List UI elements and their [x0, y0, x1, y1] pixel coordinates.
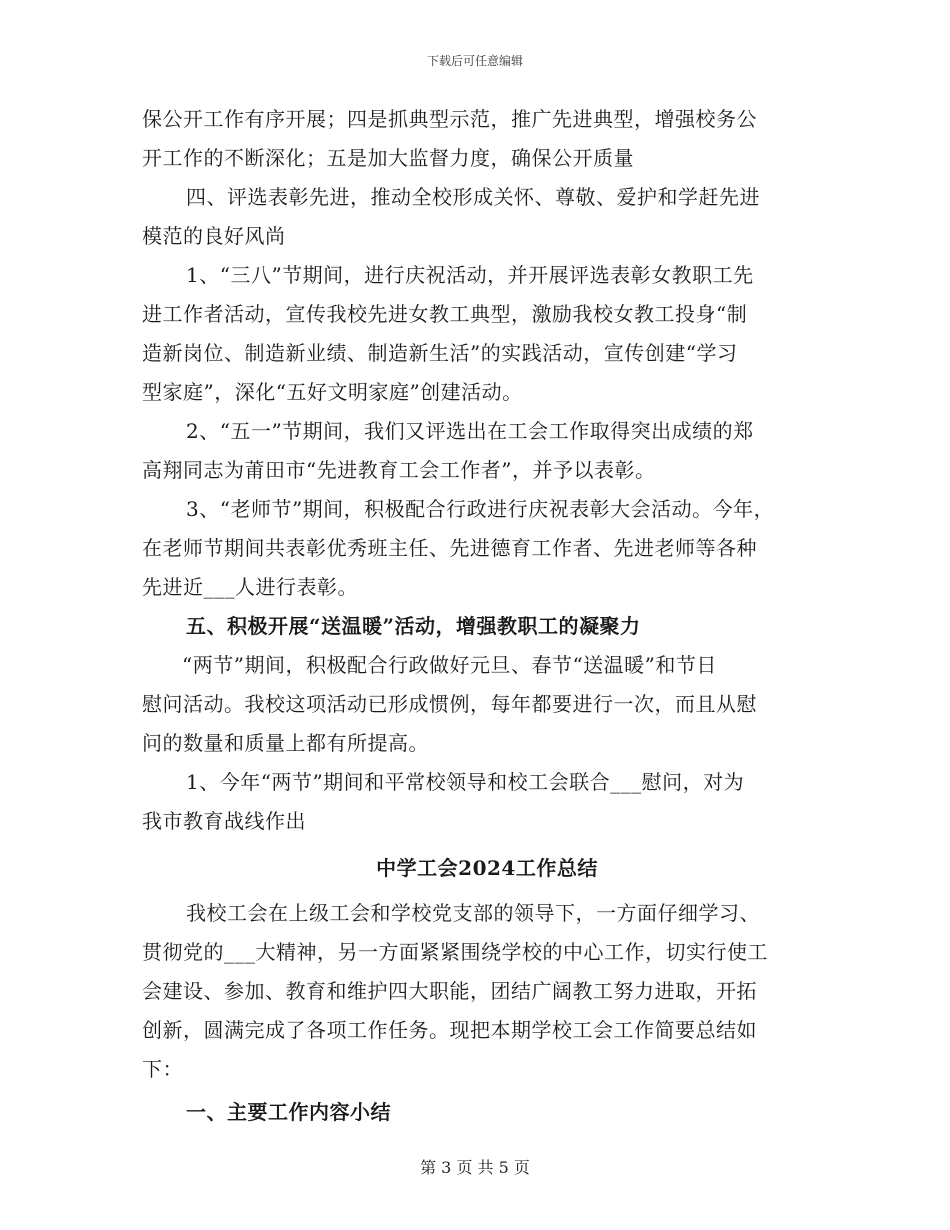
- document-body: [142, 100, 812, 1132]
- document-title: 中学工会2024工作总结: [376, 856, 598, 880]
- paragraph-line: 型家庭”，深化“五好文明家庭”创建活动。: [142, 380, 523, 404]
- paragraph-line: 模范的良好风尚: [142, 224, 286, 248]
- paragraph-line: 2、“五一”节期间，我们又评选出在工会工作取得突出成绩的郑: [186, 419, 754, 443]
- page-number: 第 3 页 共 5 页: [420, 1158, 530, 1177]
- section-heading-5: 五、积极开展“送温暖”活动，增强教职工的凝聚力: [186, 614, 641, 638]
- section-heading-4: 四、评选表彰先进，推动全校形成关怀、尊敬、爱护和学赶先进: [186, 185, 760, 209]
- paragraph-line: 会建设、参加、教育和维护四大职能，团结广阔教工努力进取，开拓: [142, 979, 757, 1003]
- paragraph-line: 1、今年“两节”期间和平常校领导和校工会联合___慰问，对为: [186, 770, 745, 794]
- paragraph-line: 问的数量和质量上都有所提高。: [142, 731, 429, 755]
- paragraph-line: 在老师节期间共表彰优秀班主任、先进德育工作者、先进老师等各种: [142, 536, 757, 560]
- paragraph-line: 开工作的不断深化；五是加大监督力度，确保公开质量: [142, 146, 634, 170]
- paragraph-line: 3、“老师节”期间，积极配合行政进行庆祝表彰大会活动。今年，: [186, 497, 775, 521]
- paragraph-line: 我市教育战线作出: [142, 809, 306, 833]
- download-note: 下载后可任意编辑: [426, 54, 523, 68]
- paragraph-line: “两节”期间，积极配合行政做好元旦、春节“送温暖”和节日: [182, 653, 717, 677]
- paragraph-line: 1、“三八”节期间，进行庆祝活动，并开展评选表彰女教职工先: [186, 263, 754, 287]
- paragraph-line: 进工作者活动，宣传我校先进女教工典型，激励我校女教工投身“制: [142, 302, 748, 326]
- paragraph-line: 先进近___人进行表彰。: [142, 575, 358, 599]
- section-heading-1: 一、主要工作内容小结: [186, 1100, 391, 1124]
- paragraph-line: 保公开工作有序开展；四是抓典型示范，推广先进典型，增强校务公: [142, 107, 757, 131]
- paragraph-line: 造新岗位、制造新业绩、制造新生活”的实践活动，宣传创建“学习: [142, 341, 738, 365]
- paragraph-line: 慰问活动。我校这项活动已形成惯例，每年都要进行一次，而且从慰: [142, 692, 757, 716]
- paragraph-line: 高翔同志为莆田市“先进教育工会工作者”，并予以表彰。: [142, 458, 656, 482]
- paragraph-line: 我校工会在上级工会和学校党支部的领导下，一方面仔细学习、: [186, 901, 760, 925]
- paragraph-line: 贯彻党的___大精神，另一方面紧紧围绕学校的中心工作，切实行使工: [142, 940, 768, 964]
- paragraph-line: 创新，圆满完成了各项工作任务。现把本期学校工会工作简要总结如: [142, 1018, 757, 1042]
- paragraph-line: 下：: [142, 1057, 183, 1081]
